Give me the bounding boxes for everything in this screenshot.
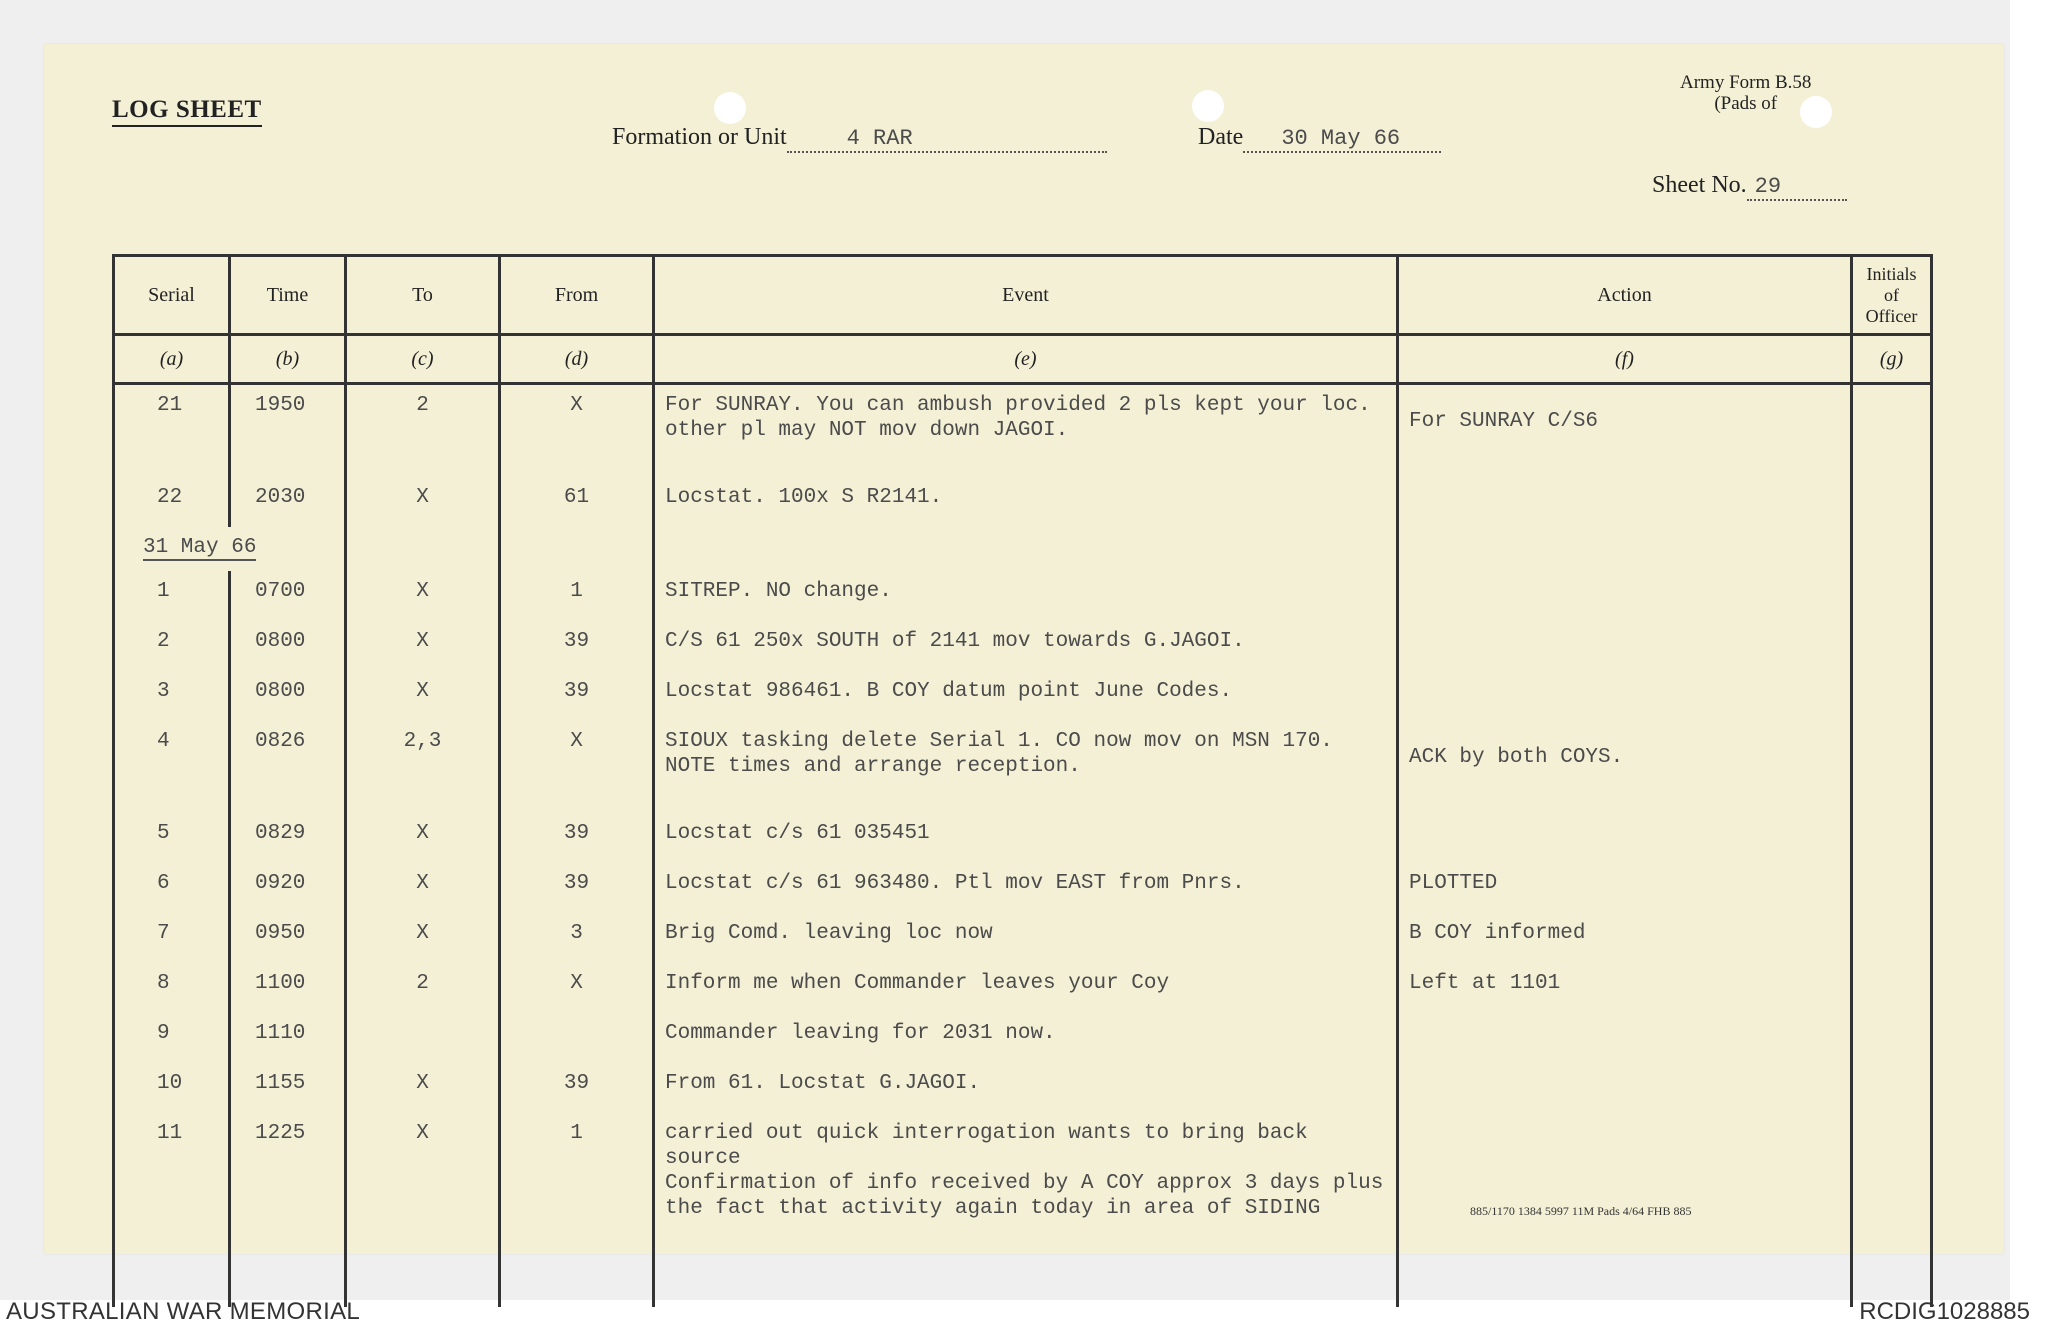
time-cell: 1950: [230, 384, 346, 478]
serial-cell: 6: [114, 863, 230, 913]
serial-cell: 2: [114, 621, 230, 671]
time-cell: 0800: [230, 671, 346, 721]
from-cell: X: [500, 384, 654, 478]
table-row: [114, 621, 1932, 671]
log-body: [114, 384, 1932, 1308]
header-row: [114, 256, 1932, 335]
serial-cell: 5: [114, 813, 230, 863]
event-cell: Brig Comd. leaving loc now: [654, 913, 1398, 963]
table-row: [114, 671, 1932, 721]
empty-cell: [1852, 527, 1932, 571]
sheet-number-field: [1652, 172, 1847, 201]
time-cell: 2030: [230, 477, 346, 527]
serial-cell: 21: [114, 384, 230, 478]
serial-cell: 3: [114, 671, 230, 721]
empty-cell: [346, 1239, 500, 1307]
empty-cell: [654, 1239, 1398, 1307]
printer-code: 885/1170 1384 5997 11M Pads 4/64 FHB 885: [1470, 1204, 1692, 1218]
event-cell: Inform me when Commander leaves your Coy: [654, 963, 1398, 1013]
to-cell: X: [346, 621, 500, 671]
event-cell: C/S 61 250x SOUTH of 2141 mov towards G.JAGOI.: [654, 621, 1398, 671]
column-header: From: [500, 256, 654, 335]
to-cell: X: [346, 571, 500, 621]
from-cell: 39: [500, 671, 654, 721]
table-row: [114, 571, 1932, 621]
column-header: To: [346, 256, 500, 335]
initials-cell: [1852, 1013, 1932, 1063]
sheet-value: 29: [1754, 174, 1782, 199]
archive-id: RCDIG1028885: [1859, 1298, 2030, 1325]
to-cell: [346, 1013, 500, 1063]
action-cell: [1398, 477, 1852, 527]
date-value: 30 May 66: [1281, 126, 1401, 151]
form-title: LOG SHEET: [112, 96, 262, 127]
table-row: [114, 721, 1932, 813]
to-cell: 2: [346, 384, 500, 478]
from-cell: 39: [500, 621, 654, 671]
to-cell: X: [346, 477, 500, 527]
event-cell: From 61. Locstat G.JAGOI.: [654, 1063, 1398, 1113]
event-cell: Locstat c/s 61 035451: [654, 813, 1398, 863]
initials-cell: [1852, 913, 1932, 963]
column-letter: (a): [114, 335, 230, 384]
form-id-line1: Army Form B.58: [1680, 72, 1812, 93]
event-cell: Locstat. 100x S R2141.: [654, 477, 1398, 527]
time-cell: 0800: [230, 621, 346, 671]
to-cell: X: [346, 1063, 500, 1113]
column-header: Initials of Officer: [1852, 256, 1932, 335]
from-cell: 1: [500, 1113, 654, 1239]
serial-cell: 11: [114, 1113, 230, 1239]
event-cell: SITREP. NO change.: [654, 571, 1398, 621]
initials-cell: [1852, 621, 1932, 671]
empty-cell: [346, 527, 500, 571]
from-cell: X: [500, 963, 654, 1013]
column-header: Event: [654, 256, 1398, 335]
to-cell: 2: [346, 963, 500, 1013]
serial-cell: 22: [114, 477, 230, 527]
column-header: Serial: [114, 256, 230, 335]
action-cell: [1398, 571, 1852, 621]
unit-field: [612, 124, 1107, 153]
action-cell: ACK by both COYS.: [1398, 721, 1852, 813]
table-row: [114, 813, 1932, 863]
blank-row: [114, 1239, 1932, 1307]
to-cell: X: [346, 671, 500, 721]
initials-cell: [1852, 863, 1932, 913]
table-row: [114, 527, 1932, 571]
time-cell: 0920: [230, 863, 346, 913]
to-cell: 2,3: [346, 721, 500, 813]
date-label: Date: [1198, 124, 1244, 150]
table-row: [114, 477, 1932, 527]
from-cell: 39: [500, 813, 654, 863]
action-cell: For SUNRAY C/S6: [1398, 384, 1852, 478]
from-cell: X: [500, 721, 654, 813]
serial-cell: 1: [114, 571, 230, 621]
initials-cell: [1852, 813, 1932, 863]
column-header: Action: [1398, 256, 1852, 335]
action-cell: PLOTTED: [1398, 863, 1852, 913]
time-cell: 1155: [230, 1063, 346, 1113]
serial-cell: 10: [114, 1063, 230, 1113]
table-row: [114, 1063, 1932, 1113]
table-row: [114, 913, 1932, 963]
serial-cell: 4: [114, 721, 230, 813]
column-letter: (b): [230, 335, 346, 384]
log-table: [112, 254, 1933, 1307]
to-cell: X: [346, 913, 500, 963]
initials-cell: [1852, 721, 1932, 813]
action-cell: [1398, 1013, 1852, 1063]
to-cell: X: [346, 1113, 500, 1239]
action-cell: [1398, 1113, 1852, 1239]
time-cell: 0950: [230, 913, 346, 963]
date-divider-cell: [114, 527, 346, 571]
from-cell: 39: [500, 1063, 654, 1113]
date-divider-label: 31 May 66: [143, 536, 257, 559]
empty-cell: [1398, 1239, 1852, 1307]
event-cell: Locstat 986461. B COY datum point June Codes.: [654, 671, 1398, 721]
action-cell: [1398, 671, 1852, 721]
empty-cell: [1398, 527, 1852, 571]
time-cell: 1110: [230, 1013, 346, 1063]
column-letter: (g): [1852, 335, 1932, 384]
table-row: [114, 963, 1932, 1013]
table-row: [114, 384, 1932, 478]
time-cell: 0829: [230, 813, 346, 863]
from-cell: 61: [500, 477, 654, 527]
time-cell: 0700: [230, 571, 346, 621]
serial-cell: 8: [114, 963, 230, 1013]
column-letter: (f): [1398, 335, 1852, 384]
time-cell: 0826: [230, 721, 346, 813]
initials-cell: [1852, 1063, 1932, 1113]
action-cell: B COY informed: [1398, 913, 1852, 963]
initials-cell: [1852, 571, 1932, 621]
from-cell: 1: [500, 571, 654, 621]
column-letter-row: [114, 335, 1932, 384]
punch-hole: [1192, 90, 1224, 122]
action-cell: [1398, 813, 1852, 863]
event-cell: carried out quick interrogation wants to bring back source Confirmation of info received by A COY approx 3 days plus the fact that activity again today in area of SIDING: [654, 1113, 1398, 1239]
initials-cell: [1852, 384, 1932, 478]
to-cell: X: [346, 813, 500, 863]
event-cell: For SUNRAY. You can ambush provided 2 pls kept your loc. other pl may NOT mov down JAGOI.: [654, 384, 1398, 478]
empty-cell: [230, 1239, 346, 1307]
serial-cell: 7: [114, 913, 230, 963]
initials-cell: [1852, 963, 1932, 1013]
table-row: [114, 863, 1932, 913]
form-id-line2: (Pads of: [1714, 93, 1778, 114]
serial-cell: 9: [114, 1013, 230, 1063]
form-identifier: [1680, 72, 1811, 114]
initials-cell: [1852, 671, 1932, 721]
empty-cell: [1852, 1239, 1932, 1307]
unit-value: 4 RAR: [846, 126, 913, 151]
archive-credit: AUSTRALIAN WAR MEMORIAL: [6, 1298, 361, 1325]
column-header: Time: [230, 256, 346, 335]
from-cell: 3: [500, 913, 654, 963]
empty-cell: [654, 527, 1398, 571]
table-row: [114, 1013, 1932, 1063]
column-letter: (e): [654, 335, 1398, 384]
unit-label: Formation or Unit: [612, 124, 787, 150]
action-cell: [1398, 621, 1852, 671]
action-cell: [1398, 1063, 1852, 1113]
from-cell: [500, 1013, 654, 1063]
event-cell: SIOUX tasking delete Serial 1. CO now mov on MSN 170. NOTE times and arrange reception.: [654, 721, 1398, 813]
sheet-label: Sheet No.: [1652, 172, 1747, 198]
empty-cell: [114, 1239, 230, 1307]
from-cell: 39: [500, 863, 654, 913]
table-row: [114, 1113, 1932, 1239]
initials-cell: [1852, 1113, 1932, 1239]
column-letter: (c): [346, 335, 500, 384]
to-cell: X: [346, 863, 500, 913]
time-cell: 1225: [230, 1113, 346, 1239]
action-cell: Left at 1101: [1398, 963, 1852, 1013]
date-field: [1198, 124, 1441, 153]
initials-cell: [1852, 477, 1932, 527]
punch-hole: [714, 92, 746, 124]
event-cell: Commander leaving for 2031 now.: [654, 1013, 1398, 1063]
empty-cell: [500, 527, 654, 571]
event-cell: Locstat c/s 61 963480. Ptl mov EAST from Pnrs.: [654, 863, 1398, 913]
time-cell: 1100: [230, 963, 346, 1013]
empty-cell: [500, 1239, 654, 1307]
column-letter: (d): [500, 335, 654, 384]
